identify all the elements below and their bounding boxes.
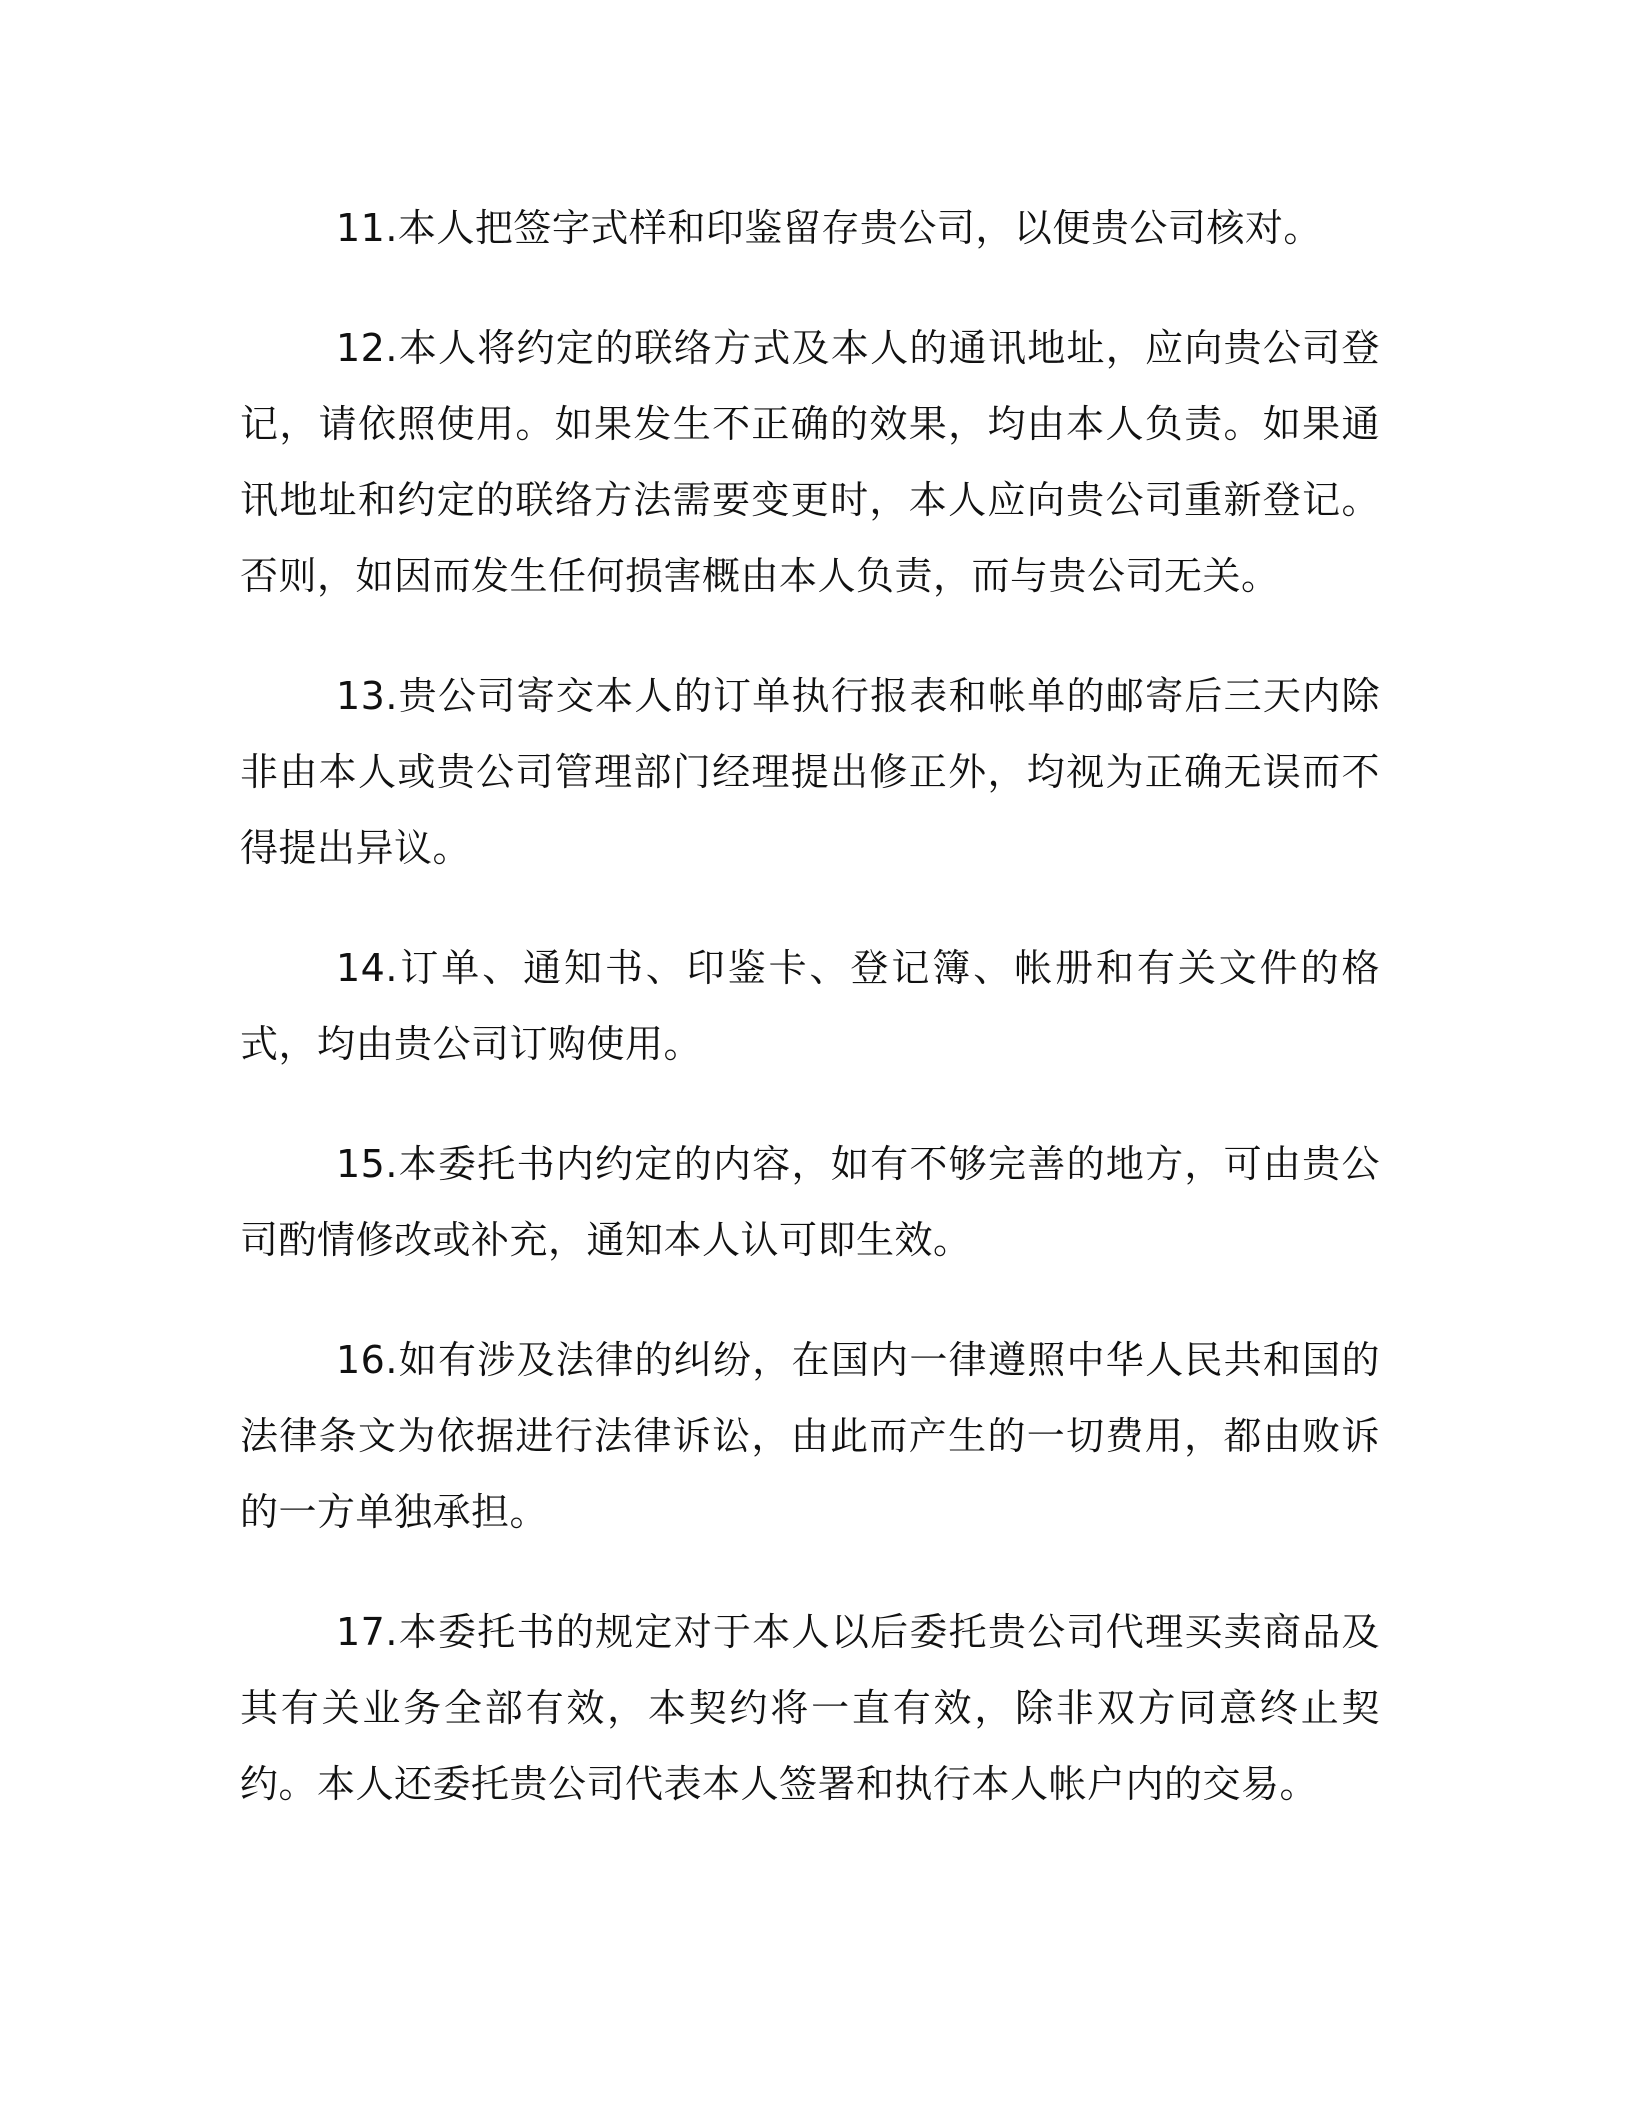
clause-11: 11.本人把签字式样和印鉴留存贵公司，以便贵公司核对。 xyxy=(336,206,1322,250)
clause-16: 16.如有涉及法律的纠纷，在国内一律遵照中华人民共和国的法律条文为依据进行法律诉讼，由此而产生的一切费用，都由败诉的一方单独承担。 xyxy=(240,1338,1380,1534)
clause-14: 14.订单、通知书、印鉴卡、登记簿、帐册和有关文件的格式，均由贵公司订购使用。 xyxy=(240,946,1380,1066)
clause-15: 15.本委托书内约定的内容，如有不够完善的地方，可由贵公司酌情修改或补充，通知本人认可即生效。 xyxy=(240,1142,1380,1262)
clause-12: 12.本人将约定的联络方式及本人的通讯地址，应向贵公司登记，请依照使用。如果发生不正确的效果，均由本人负责。如果通讯地址和约定的联络方法需要变更时，本人应向贵公司重新登记。否则，如因而发生任何损害概由本人负责，而与贵公司无关。 xyxy=(240,326,1380,598)
document-body xyxy=(240,190,1380,1866)
clause-17: 17.本委托书的规定对于本人以后委托贵公司代理买卖商品及其有关业务全部有效，本契约将一直有效，除非双方同意终止契约。本人还委托贵公司代表本人签署和执行本人帐户内的交易。 xyxy=(240,1610,1380,1806)
clause-13: 13.贵公司寄交本人的订单执行报表和帐单的邮寄后三天内除非由本人或贵公司管理部门经理提出修正外，均视为正确无误而不得提出异议。 xyxy=(240,674,1380,870)
